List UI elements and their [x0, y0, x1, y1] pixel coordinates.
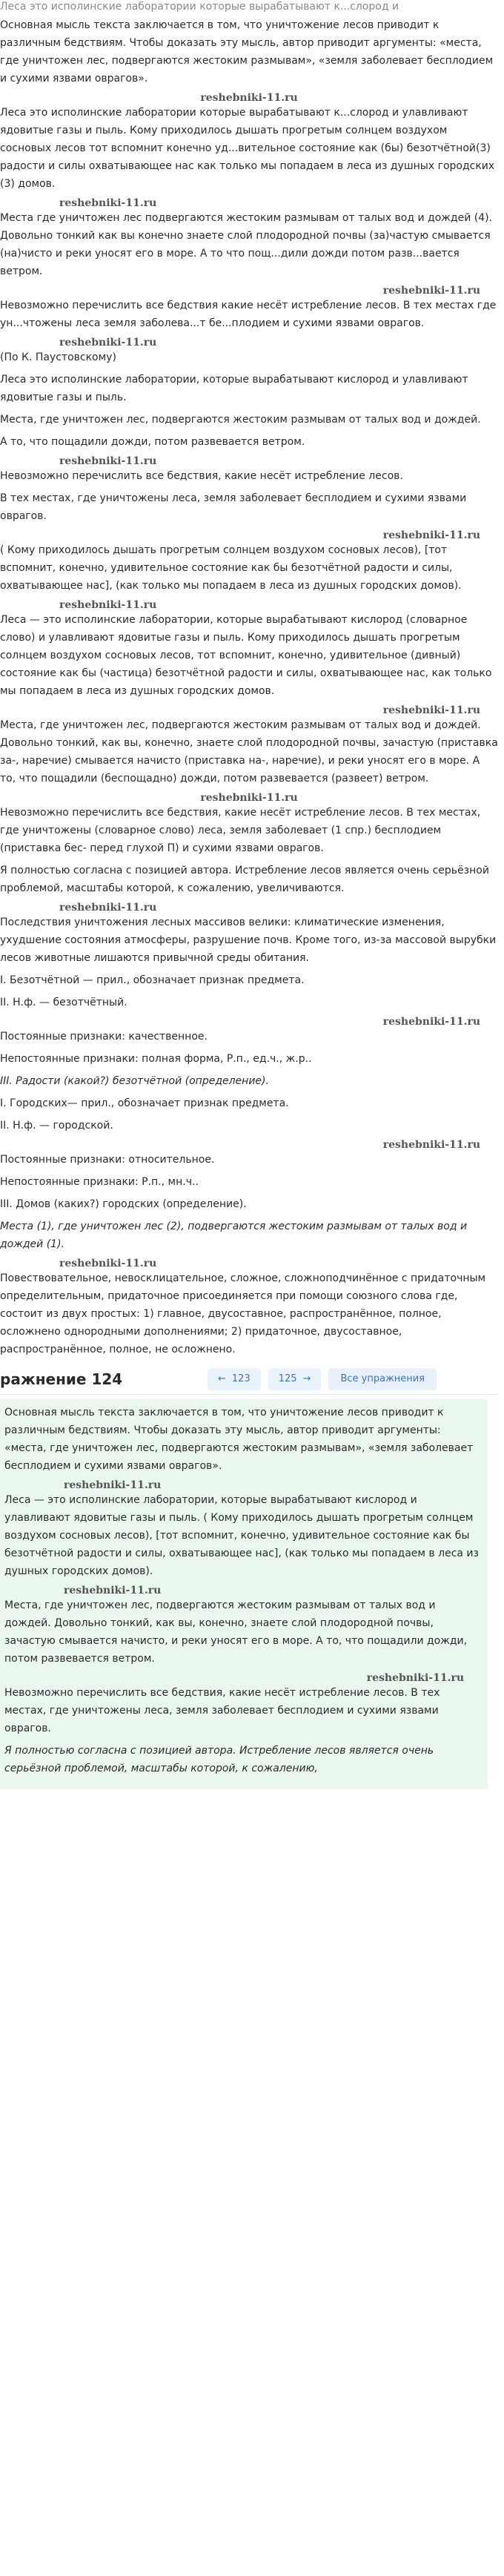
- prev-exercise-button[interactable]: [208, 1368, 261, 1390]
- paragraph: ( Кому приходилось дышать прогретым солнцем воздухом сосновых лесов), [тот вспомнит, конечно, удивительное состояние как бы безотчётной радости и силы, охватывающее нас], (как только мы попадаем в леса из душных городских домов).: [0, 544, 462, 592]
- watermark: reshebniki-11.ru: [200, 792, 298, 804]
- watermark: reshebniki-11.ru: [59, 1258, 157, 1269]
- next-exercise-label: 125: [278, 1373, 297, 1384]
- paragraph: I. Городских— прил., обозначает признак предмета.: [0, 1097, 289, 1109]
- watermark: reshebniki-11.ru: [200, 92, 298, 104]
- watermark: reshebniki-11.ru: [59, 455, 157, 467]
- paragraph: Основная мысль текста заключается в том, что уничтожение лесов приводит к различным бедствиям. Чтобы доказать эту мысль, автор приводит аргументы: «места, где уничтожен лес, подвергаются жестоким размывам», «земля заболевает бесплодием и сухими язвами оврагов».: [0, 19, 494, 85]
- watermark: reshebniki-11.ru: [382, 704, 480, 716]
- next-exercise-button[interactable]: [268, 1368, 322, 1390]
- paragraph: Невозможно перечислить все бедствия какие несёт истребление лесов. В тех местах где ун...чтожены леса земля заболева...т бе...плодием и сухими язвами оврагов.: [0, 300, 497, 329]
- all-exercises-label: Все упражнения: [340, 1373, 425, 1384]
- paragraph: (По К. Паустовскому): [0, 351, 116, 363]
- watermark: reshebniki-11.ru: [382, 1016, 480, 1028]
- paragraph: А то, что пощадили дожди, потом развевается ветром.: [0, 436, 305, 448]
- watermark: reshebniki-11.ru: [382, 529, 480, 541]
- arrow-left-icon: ←: [218, 1373, 226, 1384]
- paragraph: Места, где уничтожен лес, подвергаются жестоким размывам от талых вод и дождей.: [0, 414, 481, 426]
- answer-paragraph: Леса — это исполинские лаборатории, которые вырабатывают кислород и улавливают ядовитые газы и пыль. ( Кому приходилось дышать прогретым солнцем воздухом сосновых лесов), [тот вспомнит, конечно, удивительное состояние как бы безотчётной радости и силы, охватывающее нас], (как только мы попадаем в леса из душных городских домов).: [4, 1494, 479, 1577]
- watermark: reshebniki-11.ru: [64, 1585, 162, 1596]
- watermark: reshebniki-11.ru: [59, 197, 157, 209]
- exercise-nav: [0, 1364, 498, 1395]
- paragraph: Леса — это исполинские лаборатории, которые вырабатывают кислород (словарное слово) и улавливают ядовитые газы и пыль. Кому приходилось дышать прогретым солнцем воздухом сосновых лесов, тот вспомнит, конечно, удивительное (дивный) состояние как бы (частица) безотчётной радости и силы, охватывающее нас, как только мы попадаем в леса из душных городских домов.: [0, 614, 492, 697]
- paragraph: В тех местах, где уничтожены леса, земля заболевает бесплодием и сухими язвами оврагов.: [0, 492, 467, 522]
- arrow-right-icon: →: [302, 1373, 311, 1384]
- paragraph: Непостоянные признаки: полная форма, Р.п., ед.ч., ж.р..: [0, 1053, 312, 1065]
- watermark: reshebniki-11.ru: [382, 1139, 480, 1151]
- answer-paragraph: Места, где уничтожен лес, подвергаются жестоким размывам от талых вод и дождей. Довольно тонкий, как вы, конечно, знаете слой плодородной почвы, зачастую смывается начисто, и реки уносят его в море. А то, что пощадили дожди, потом развевается ветром.: [4, 1599, 468, 1665]
- paragraph: Места, где уничтожен лес, подвергаются жестоким размывам от талых вод и дождей. Довольно тонкий, как вы, конечно, знаете слой плодородной почвы, зачастую (приставка за-, наречие) смывается начисто (приставка на-, наречие), и реки уносят его в море. А то, что пощадили (беспощадно) дожди, потом развевается (развеет) ветром.: [0, 719, 498, 785]
- paragraph: Невозможно перечислить все бедствия, какие несёт истребление лесов.: [0, 470, 403, 482]
- paragraph: Я полностью согласна с позицией автора. Истребление лесов является очень серьёзной проблемой, масштабы которой, к сожалению, увеличиваются.: [0, 865, 489, 894]
- paragraph: Невозможно перечислить все бедствия, какие несёт истребление лесов. В тех местах, где уничтожены (словарное слово) леса, земля заболевает (1 спр.) бесплодием (приставка бес- перед глухой П) и сухими язвами оврагов.: [0, 807, 481, 854]
- top-cut-line: Леса это исполинские лаборатории которые вырабатывают к...слород и: [0, 1, 399, 13]
- sentence-analysis: Места (1), где уничтожен лес (2), подвергаются жестоким размывам от талых вод и дождей (1).: [0, 1221, 468, 1250]
- paragraph: III. Домов (каких?) городских (определение).: [0, 1198, 247, 1210]
- watermark: reshebniki-11.ru: [59, 337, 157, 349]
- paragraph: II. Н.ф. — городской.: [0, 1120, 113, 1132]
- answer-paragraph: Невозможно перечислить все бедствия, какие несёт истребление лесов. В тех местах, где уничтожены леса, земля заболевает бесплодием и сухими язвами оврагов.: [4, 1687, 440, 1734]
- exercise-title: ражнение 124: [0, 1370, 123, 1388]
- prev-exercise-label: 123: [231, 1373, 251, 1384]
- watermark: reshebniki-11.ru: [64, 1479, 162, 1491]
- watermark: reshebniki-11.ru: [382, 285, 480, 297]
- watermark: reshebniki-11.ru: [366, 1672, 464, 1684]
- answer-box: [0, 1399, 488, 1789]
- paragraph: Постоянные признаки: относительное.: [0, 1154, 215, 1166]
- paragraph: Леса это исполинские лаборатории которые вырабатывают к...слород и улавливают ядовитые газы и пыль. Кому приходилось дышать прогретым солнцем воздухом сосновых лесов тот вспомнит конечно уд...вительное состояние как (бы) безотчётной(3) радости и силы охватывающее нас как только мы попадаем в леса из душных городских (3) домов.: [0, 107, 495, 190]
- watermark: reshebniki-11.ru: [59, 902, 157, 914]
- paragraph: Постоянные признаки: качественное.: [0, 1031, 208, 1043]
- paragraph: Леса это исполинские лаборатории, которые вырабатывают кислород и улавливают ядовитые газы и пыль.: [0, 374, 468, 403]
- watermark: reshebniki-11.ru: [59, 599, 157, 611]
- paragraph: Повествовательное, невосклицательное, сложное, сложноподчинённое с придаточным определительным, придаточное присоединяется при помощи союзного слова где, состоит из двух простых: 1) главное, двусоставное, распространённое, полное, осложнено однородными дополнениями; 2) придаточное, двусоставное, распространённое, полное, не осложнено.: [0, 1272, 486, 1355]
- paragraph: Последствия уничтожения лесных массивов велики: климатические изменения, ухудшение состояния атмосферы, разрушение почв. Кроме того, из-за массовой вырубки лесов животные лишаются привычной среды обитания.: [0, 917, 497, 964]
- answer-paragraph: Я полностью согласна с позицией автора. Истребление лесов является очень серьёзной проблемой, масштабы которой, к сожалению,: [4, 1745, 434, 1774]
- paragraph: Непостоянные признаки: Р.п., мн.ч..: [0, 1176, 199, 1188]
- paragraph: III. Радости (какой?) безотчётной (определение).: [0, 1075, 269, 1087]
- answer-paragraph: Основная мысль текста заключается в том, что уничтожение лесов приводит к различным бедствиям. Чтобы доказать эту мысль, автор приводит аргументы: «места, где уничтожен лес, подвергаются жестоким размывам», «земля заболевает бесплодием и сухими язвами оврагов».: [4, 1407, 474, 1472]
- all-exercises-button[interactable]: [328, 1368, 437, 1390]
- paragraph: Места где уничтожен лес подвергаются жестоким размывам от талых вод и дождей (4). Довольно тонкий как вы конечно знаете слой плодородной почвы (за)частую смывается (на)чисто и реки уносят его в море. А то что пощ...дили дожди потом разв...вается ветром.: [0, 212, 493, 277]
- paragraph: II. Н.ф. — безотчётный.: [0, 997, 127, 1008]
- paragraph: I. Безотчётной — прил., обозначает признак предмета.: [0, 974, 305, 986]
